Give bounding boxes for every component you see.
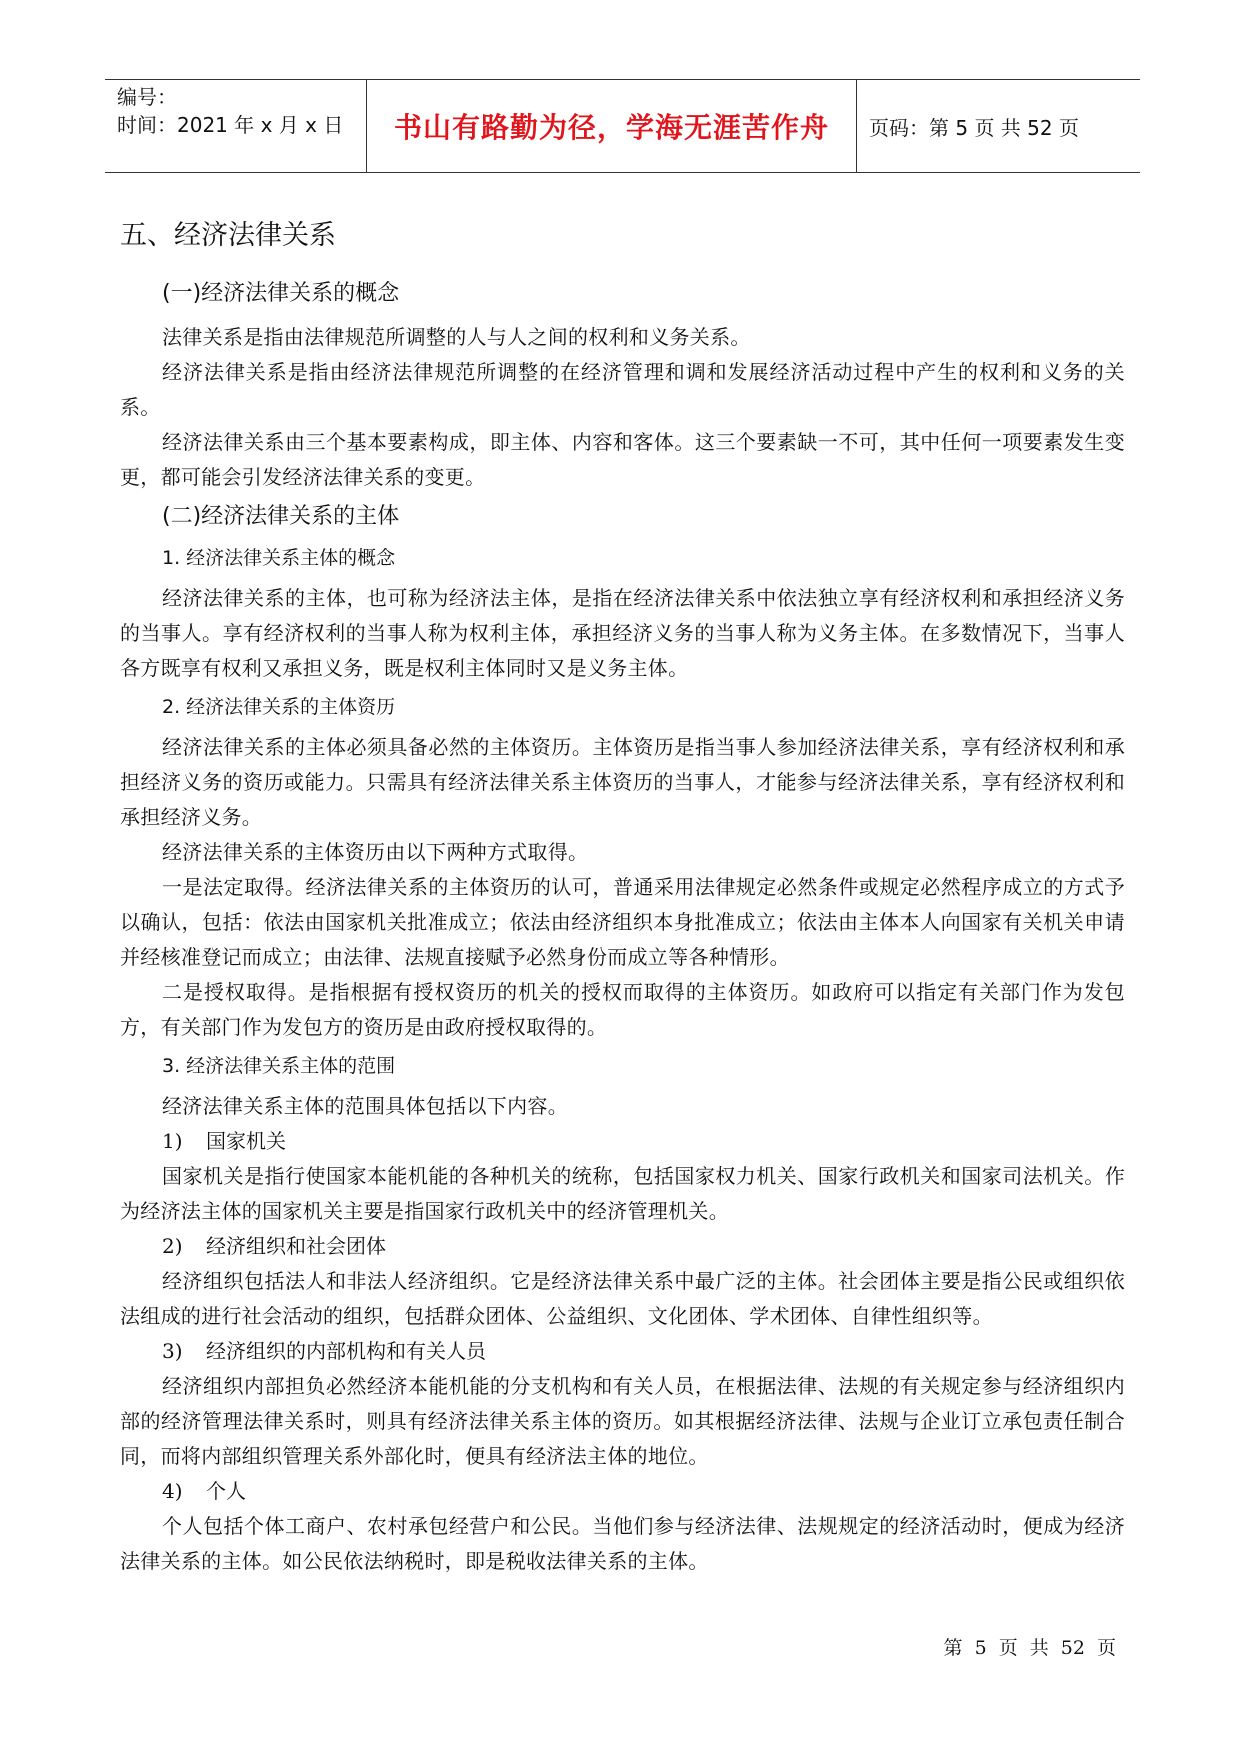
list-number: 3) (162, 1339, 183, 1363)
subsection-title: (一)经济法律关系的概念 (162, 281, 400, 306)
header-meta (105, 80, 367, 172)
paragraph: 经济法律关系的主体，也可称为经济法主体，是指在经济法律关系中依法独立享有经济权利和承担经济义务的当事人。享有经济权利的当事人称为权利主体，承担经济义务的当事人称为义务主体。在多数情况下，当事人各方既享有权利又承担义务，既是权利主体同时又是义务主体。 (120, 586, 1125, 680)
paragraph: 经济法律关系由三个基本要素构成，即主体、内容和客体。这三个要素缺一不可，其中任何一项要素发生变更，都可能会引发经济法律关系的变更。 (120, 430, 1125, 489)
list-item-heading (120, 1334, 1125, 1369)
list-label: 经济组织的内部机构和有关人员 (206, 1339, 486, 1363)
paragraph: 经济组织包括法人和非法人经济组织。它是经济法律关系中最广泛的主体。社会团体主要是指公民或组织依法组成的进行社会活动的组织，包括群众团体、公益组织、文化团体、学术团体、自律性组织等。 (120, 1269, 1125, 1328)
list-label: 个人 (206, 1479, 246, 1503)
page-header (105, 79, 1140, 173)
paragraph: 法律关系是指由法律规范所调整的人与人之间的权利和义务关系。 (162, 325, 751, 349)
paragraph: 经济法律关系主体的范围具体包括以下内容。 (162, 1094, 568, 1118)
paragraph: 二是授权取得。是指根据有授权资历的机关的授权而取得的主体资历。如政府可以指定有关部门作为发包方，有关部门作为发包方的资历是由政府授权取得的。 (120, 980, 1125, 1039)
list-number: 2) (162, 1234, 183, 1258)
page-footer: 第 5 页 共 52 页 (943, 1637, 1116, 1659)
section-title: 五、经济法律关系 (120, 220, 336, 251)
document-number-label: 编号： (117, 85, 177, 109)
list-item-heading (120, 1474, 1125, 1509)
paragraph: 经济法律关系是指由经济法律规范所调整的在经济管理和调和发展经济活动过程中产生的权利和义务的关系。 (120, 360, 1125, 419)
list-number: 1) (162, 1129, 183, 1153)
heading-level3: 2. 经济法律关系的主体资历 (162, 696, 396, 718)
subsection-title: (二)经济法律关系的主体 (162, 504, 400, 529)
list-item-heading (120, 1229, 1125, 1264)
list-label: 国家机关 (206, 1129, 286, 1153)
document-body (120, 205, 1125, 1579)
header-page-info: 页码：第 5 页 共 52 页 (869, 115, 1079, 140)
heading-level3: 1. 经济法律关系主体的概念 (162, 547, 396, 569)
list-number: 4) (162, 1479, 183, 1503)
paragraph: 个人包括个体工商户、农村承包经营户和公民。当他们参与经济法律、法规规定的经济活动时，便成为经济法律关系的主体。如公民依法纳税时，即是税收法律关系的主体。 (120, 1514, 1125, 1573)
heading-level3: 3. 经济法律关系主体的范围 (162, 1055, 396, 1077)
paragraph: 经济法律关系的主体必须具备必然的主体资历。主体资历是指当事人参加经济法律关系，享有经济权利和承担经济义务的资历或能力。只需具有经济法律关系主体资历的当事人，才能参与经济法律关系，享有经济权利和承担经济义务。 (120, 735, 1125, 829)
paragraph: 经济组织内部担负必然经济本能机能的分支机构和有关人员，在根据法律、法规的有关规定参与经济组织内部的经济管理法律关系时，则具有经济法律关系主体的资历。如其根据经济法律、法规与企业订立承包责任制合同，而将内部组织管理关系外部化时，便具有经济法主体的地位。 (120, 1374, 1125, 1468)
list-item-heading (120, 1124, 1125, 1159)
paragraph: 经济法律关系的主体资历由以下两种方式取得。 (162, 840, 589, 864)
paragraph: 国家机关是指行使国家本能机能的各种机关的统称，包括国家权力机关、国家行政机关和国家司法机关。作为经济法主体的国家机关主要是指国家行政机关中的经济管理机关。 (120, 1164, 1125, 1223)
list-label: 经济组织和社会团体 (206, 1234, 386, 1258)
document-time-label: 时间：2021 年 x 月 x 日 (117, 113, 344, 137)
paragraph: 一是法定取得。经济法律关系的主体资历的认可，普通采用法律规定必然条件或规定必然程序成立的方式予以确认，包括：依法由国家机关批准成立；依法由经济组织本身批准成立；依法由主体本人向国家有关机关申请并经核准登记而成立；由法律、法规直接赋予必然身份而成立等各种情形。 (120, 875, 1125, 969)
header-motto: 书山有路勤为径，学海无涯苦作舟 (367, 80, 857, 172)
